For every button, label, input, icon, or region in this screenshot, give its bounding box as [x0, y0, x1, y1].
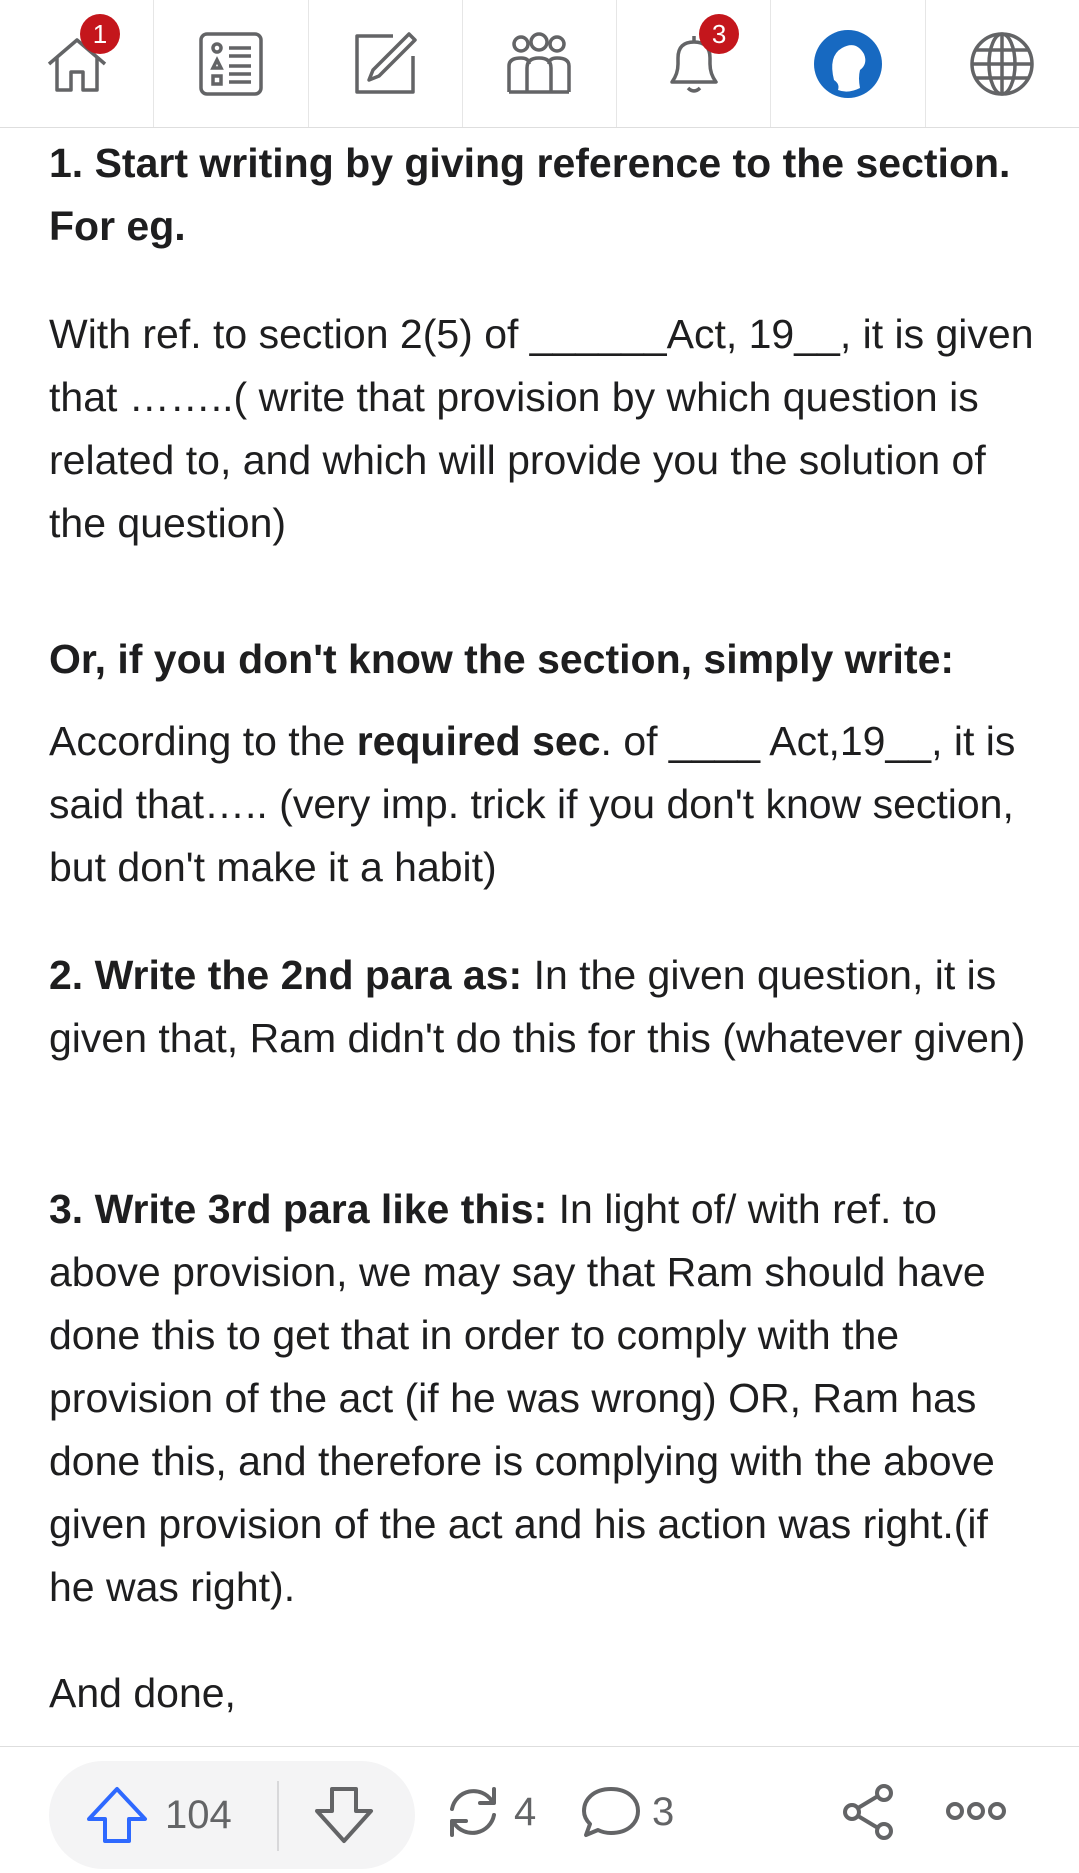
more-options-button[interactable]: [944, 1791, 1008, 1836]
nav-profile[interactable]: [771, 0, 925, 127]
paragraph-step-2: 2. Write the 2nd para as: In the given question, it is given that, Ram didn't do this for this (whatever given): [49, 952, 1026, 1061]
paragraph-step-1: 1. Start writing by giving reference to the section. For eg.: [49, 140, 1011, 249]
list-icon: [195, 28, 267, 100]
nav-notifications[interactable]: [617, 0, 771, 127]
top-navigation: [0, 0, 1079, 128]
edit-icon: [349, 28, 421, 100]
paragraph-alternative-heading: Or, if you don't know the section, simply write:: [49, 636, 955, 682]
upvote-count: 104: [165, 1792, 232, 1837]
avatar-icon: [812, 28, 884, 100]
nav-home[interactable]: [0, 0, 154, 127]
globe-icon: [966, 28, 1038, 100]
comment-count: 3: [652, 1789, 675, 1834]
share-button[interactable]: [840, 1783, 896, 1846]
reshare-count: 4: [514, 1789, 537, 1834]
nav-write[interactable]: [309, 0, 463, 127]
paragraph-step-3: 3. Write 3rd para like this: In light of/ with ref. to above provision, we may say that Ram should have done this to get that in order to comply with the provision of the act (if he was wrong) OR, Ram has done this, and therefore is complying with the above given provision of the act and his action was right.(if he was right).: [49, 1186, 995, 1610]
people-icon: [503, 28, 575, 100]
upvote-arrow-icon: [85, 1785, 149, 1845]
reshare-icon: [442, 1783, 504, 1841]
notifications-badge: 3: [699, 14, 739, 54]
more-dots-icon: [944, 1791, 1008, 1831]
share-icon: [840, 1783, 896, 1841]
vote-pill: [49, 1761, 415, 1869]
downvote-button[interactable]: [313, 1785, 375, 1850]
nav-spaces[interactable]: [463, 0, 617, 127]
paragraph-alternative-example: According to the required sec. of ____ Act,19__, it is said that….. (very imp. trick if you don't know section, but don't make it a habit): [49, 718, 1016, 890]
paragraph-reference-example: With ref. to section 2(5) of ______Act, 19__, it is given that ……..( write that provision by which question is related to, and which will provide you the solution of the question): [49, 311, 1034, 546]
paragraph-closing: And done,: [49, 1670, 236, 1716]
share-rewrite-button[interactable]: [442, 1783, 536, 1841]
nav-following[interactable]: [154, 0, 308, 127]
vote-divider: [277, 1781, 279, 1851]
home-badge: 1: [80, 14, 120, 54]
answer-action-bar: [0, 1746, 1079, 1873]
comment-button[interactable]: [580, 1783, 674, 1841]
downvote-arrow-icon: [313, 1785, 375, 1845]
nav-languages[interactable]: [926, 0, 1079, 127]
comment-icon: [580, 1783, 642, 1841]
upvote-button[interactable]: [85, 1783, 232, 1847]
